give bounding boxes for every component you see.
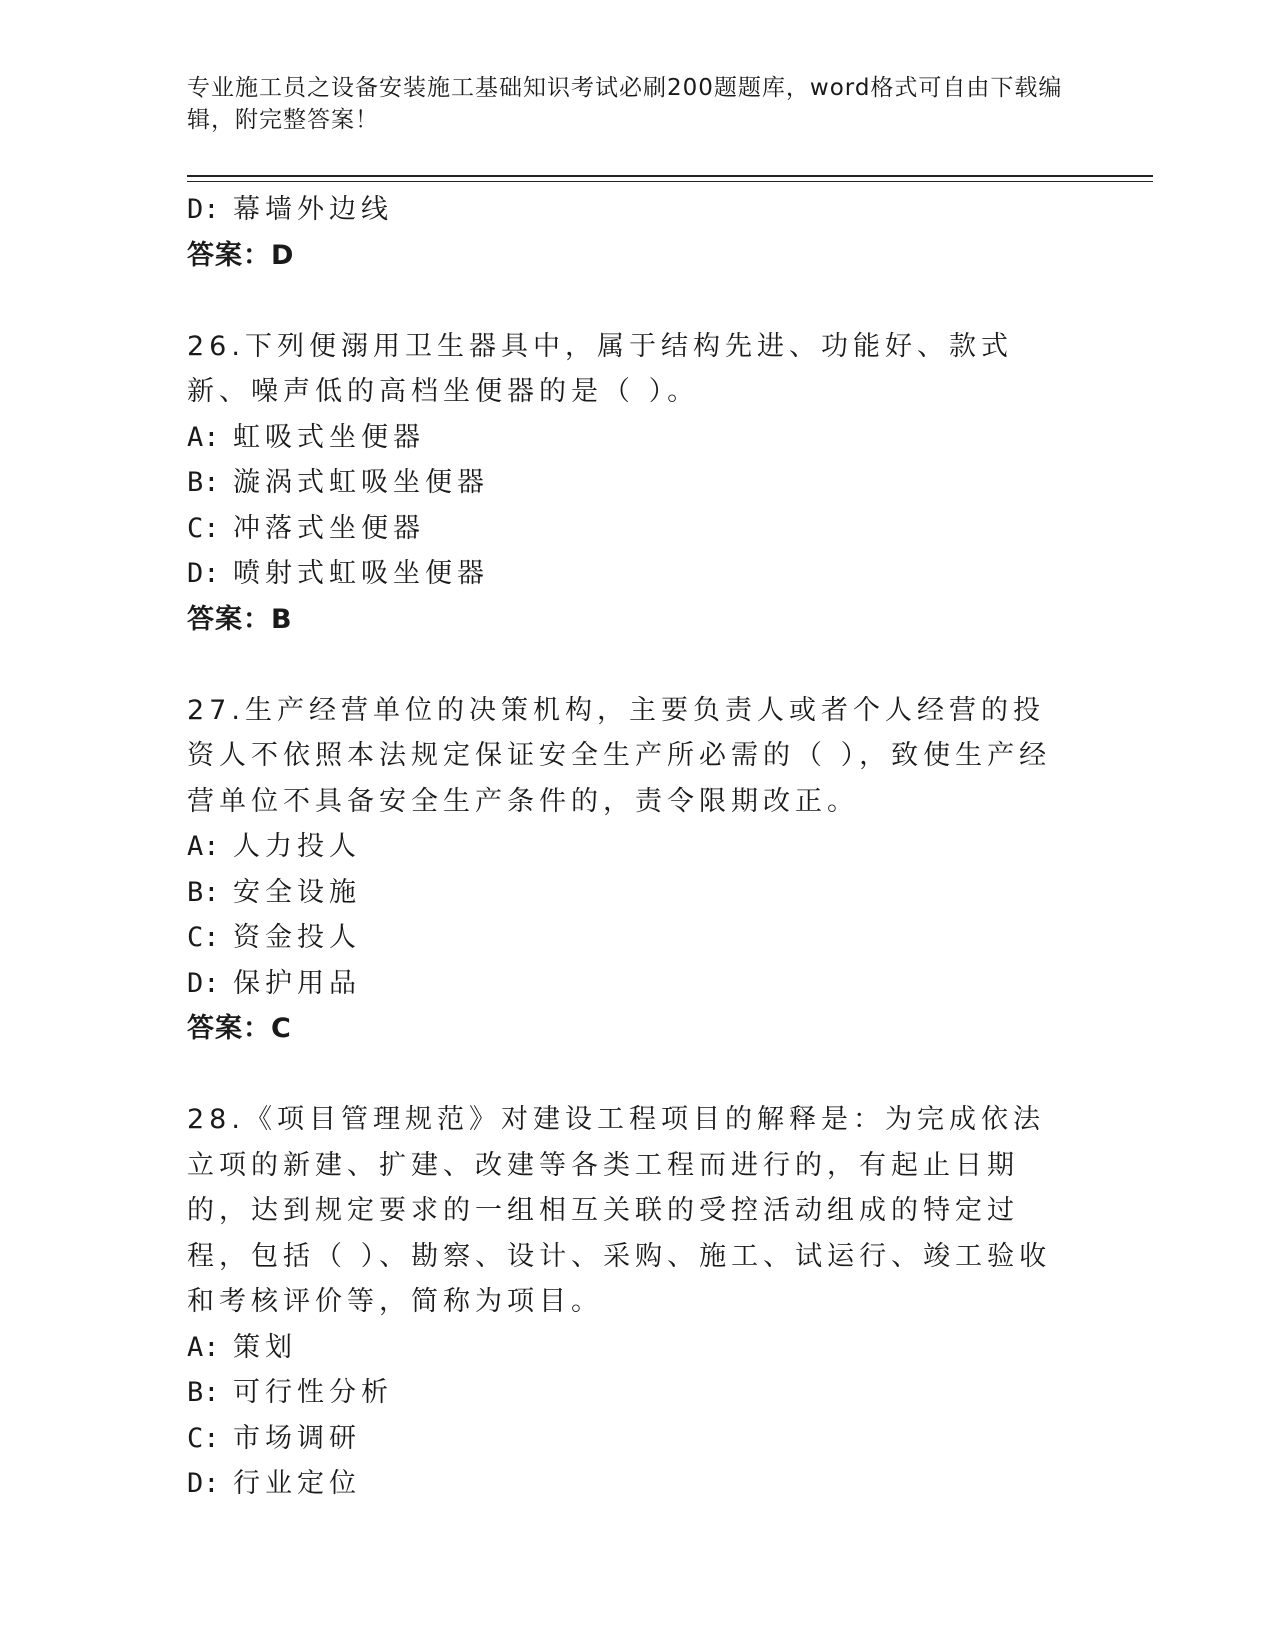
option-text: 资金投人	[233, 922, 361, 953]
option-a	[187, 1325, 1087, 1371]
question-stem: 27.生产经营单位的决策机构，主要负责人或者个人经营的投资人不依照本法规定保证安全生产所必需的（ ），致使生产经营单位不具备安全生产条件的，责令限期改正。	[187, 694, 1052, 817]
option-d	[187, 961, 1087, 1007]
option-d	[187, 551, 1087, 597]
header-rule-thin	[187, 181, 1153, 182]
question-stem: 28.《项目管理规范》对建设工程项目的解释是：为完成依法立项的新建、扩建、改建等各类工程而进行的，有起止日期的，达到规定要求的一组相互关联的受控活动组成的特定过程，包括（ ）、勘察、设计、采购、施工、试运行、竣工验收和考核评价等，简称为项目。	[187, 1104, 1052, 1317]
spacer	[187, 642, 1087, 688]
option-b	[187, 460, 1087, 506]
header-rule-thick	[187, 175, 1153, 177]
option-letter: D:	[187, 1468, 220, 1499]
option-text: 保护用品	[233, 967, 361, 999]
option-letter: C:	[187, 922, 220, 953]
option-a	[187, 415, 1087, 461]
option-letter: C:	[187, 1422, 220, 1454]
question-stem: 26.下列便溺用卫生器具中，属于结构先进、功能好、款式新、噪声低的高档坐便器的是（ ）。	[187, 330, 1013, 407]
option-c	[187, 506, 1087, 552]
option-letter: B:	[187, 467, 220, 498]
option-letter: D:	[187, 967, 220, 999]
option-letter: D:	[187, 558, 220, 589]
answer: 答案：B	[187, 603, 293, 635]
option-text: 可行性分析	[233, 1377, 393, 1408]
option-d	[187, 187, 1087, 233]
option-c	[187, 1416, 1087, 1462]
option-letter: C:	[187, 512, 220, 544]
option-b	[187, 870, 1087, 916]
spacer	[187, 1052, 1087, 1098]
option-text: 漩涡式虹吸坐便器	[233, 467, 489, 498]
option-text: 人力投人	[233, 831, 361, 862]
option-text: 策划	[233, 1331, 297, 1363]
question-list	[187, 187, 1087, 1507]
option-letter: B:	[187, 1377, 220, 1408]
option-a	[187, 824, 1087, 870]
option-text: 虹吸式坐便器	[233, 421, 425, 453]
option-text: 行业定位	[233, 1468, 361, 1499]
option-c	[187, 915, 1087, 961]
option-text: 安全设施	[233, 876, 361, 908]
option-letter: A:	[187, 421, 220, 453]
option-letter: A:	[187, 831, 220, 862]
option-letter: A:	[187, 1331, 220, 1363]
option-text: 喷射式虹吸坐便器	[233, 558, 489, 589]
document-header: 专业施工员之设备安装施工基础知识考试必刷200题题库，word格式可自由下载编辑，附完整答案！	[187, 75, 1063, 133]
option-letter: B:	[187, 876, 220, 908]
option-letter: D:	[187, 194, 220, 225]
option-d	[187, 1461, 1087, 1507]
answer: 答案：D	[187, 239, 295, 271]
spacer	[187, 278, 1087, 324]
option-text: 冲落式坐便器	[233, 512, 425, 544]
option-b	[187, 1370, 1087, 1416]
answer: 答案：C	[187, 1013, 292, 1044]
option-text: 市场调研	[233, 1422, 361, 1454]
option-text: 幕墙外边线	[233, 194, 393, 225]
